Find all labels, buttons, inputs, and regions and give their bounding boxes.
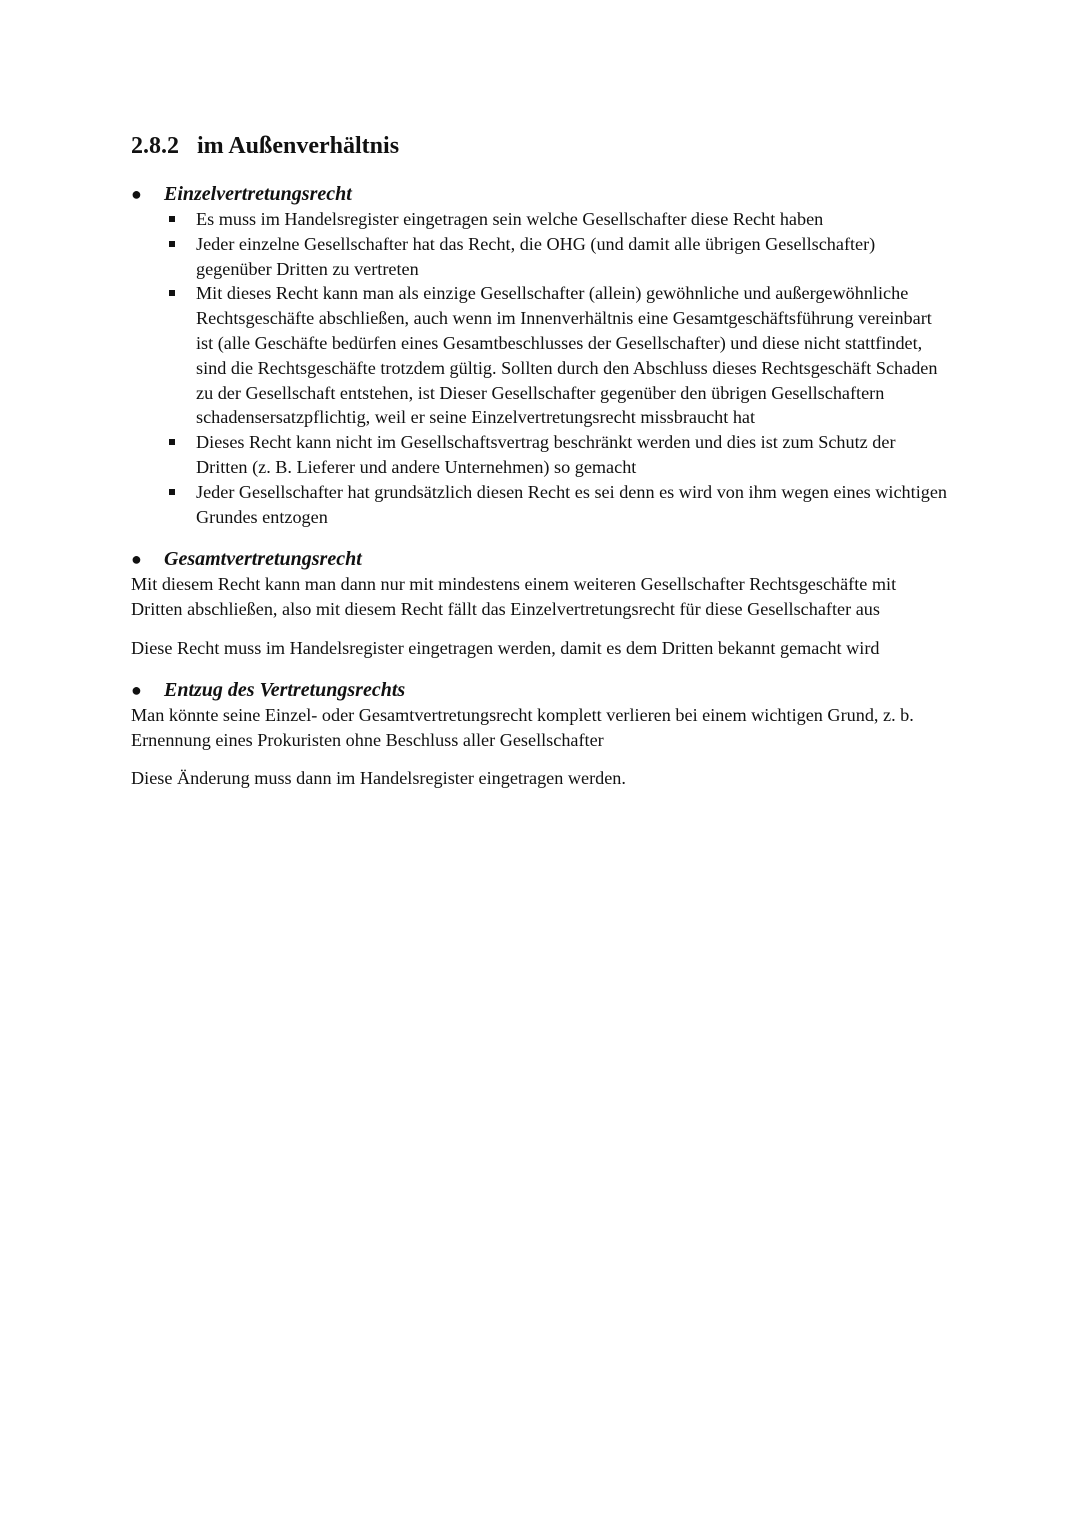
square-bullet-icon [169,290,175,296]
list-item-text: Jeder einzelne Gesellschafter hat das Recht, die OHG (und damit alle übrigen Gesellschafter) gegenüber Dritten zu vertreten [196,233,876,279]
entzug-title: Entzug des Vertretungsrechts [164,678,406,701]
list-item-text: Mit dieses Recht kann man als einzige Gesellschafter (allein) gewöhnliche und außergewöhnliche Rechtsgeschäfte abschließen, auch wenn im Innenverhältnis eine Gesamtgeschäftsführung vereinbart ist (alle Geschäfte bedürfen eines Gesamtbeschlusses der Gesellschafter) und diese nicht stattfindet, sind die Rechtsgeschäfte trotzdem gültig. Sollten durch den Abschluss dieses Rechtsgeschäft Schaden zu der Gesellschaft entstehen, ist Dieser Gesellschafter gegenüber den übrigen Gesellschaftern schadensersatzpflichtig, weil er seine Einzelvertretungsrecht missbraucht hat [196,283,938,428]
list-item-text: Dieses Recht kann nicht im Gesellschaftsvertrag beschränkt werden und dies ist zum Schutz der Dritten (z. B. Lieferer und andere Unternehmen) so gemacht [196,432,896,477]
list-item [131,207,951,232]
square-bullet-icon [169,216,175,222]
list-item-text: Jeder Gesellschafter hat grundsätzlich diesen Recht es sei denn es wird von ihm wegen eines wichtigen Grundes entzogen [196,481,948,527]
list-item [131,281,951,430]
gesamtvertretungsrecht-paragraph-1: Mit diesem Recht kann man dann nur mit mindestens einem weiteren Gesellschafter Rechtsgeschäfte mit Dritten abschließen, also mit diesem Recht fällt das Einzelvertretungsrecht für diese Gesellschafter aus [131,574,897,620]
section-title: im Außenverhältnis [197,133,400,159]
bullet-icon: ● [131,679,142,700]
gesamtvertretungsrecht-heading [131,546,951,572]
list-item-text: Es muss im Handelsregister eingetragen sein welche Gesellschafter diese Recht haben [196,209,824,229]
list-item [131,232,951,282]
square-bullet-icon [169,439,175,445]
entzug-heading [131,677,951,703]
square-bullet-icon [169,489,175,495]
gesamtvertretungsrecht-title: Gesamtvertretungsrecht [164,548,362,571]
bullet-icon: ● [131,549,142,570]
list-item [131,480,951,530]
section-heading [131,131,399,161]
entzug-paragraph-1: Man könnte seine Einzel- oder Gesamtvertretungsrecht komplett verlieren bei einem wichtigen Grund, z. b. Ernennung eines Prokuristen ohne Beschluss aller Gesellschafter [131,704,914,750]
section-number: 2.8.2 [131,133,179,159]
square-bullet-icon [169,241,175,247]
gesamtvertretungsrecht-paragraph-2: Diese Recht muss im Handelsregister eingetragen werden, damit es dem Dritten bekannt gemacht wird [131,637,880,658]
list-item [131,430,951,480]
einzelvertretungsrecht-heading [131,181,951,207]
entzug-paragraph-2: Diese Änderung muss dann im Handelsregister eingetragen werden. [131,768,626,789]
document-content [131,181,951,791]
bullet-icon: ● [131,184,142,204]
einzelvertretungsrecht-list [131,207,951,529]
einzelvertretungsrecht-title: Einzelvertretungsrecht [164,183,352,205]
